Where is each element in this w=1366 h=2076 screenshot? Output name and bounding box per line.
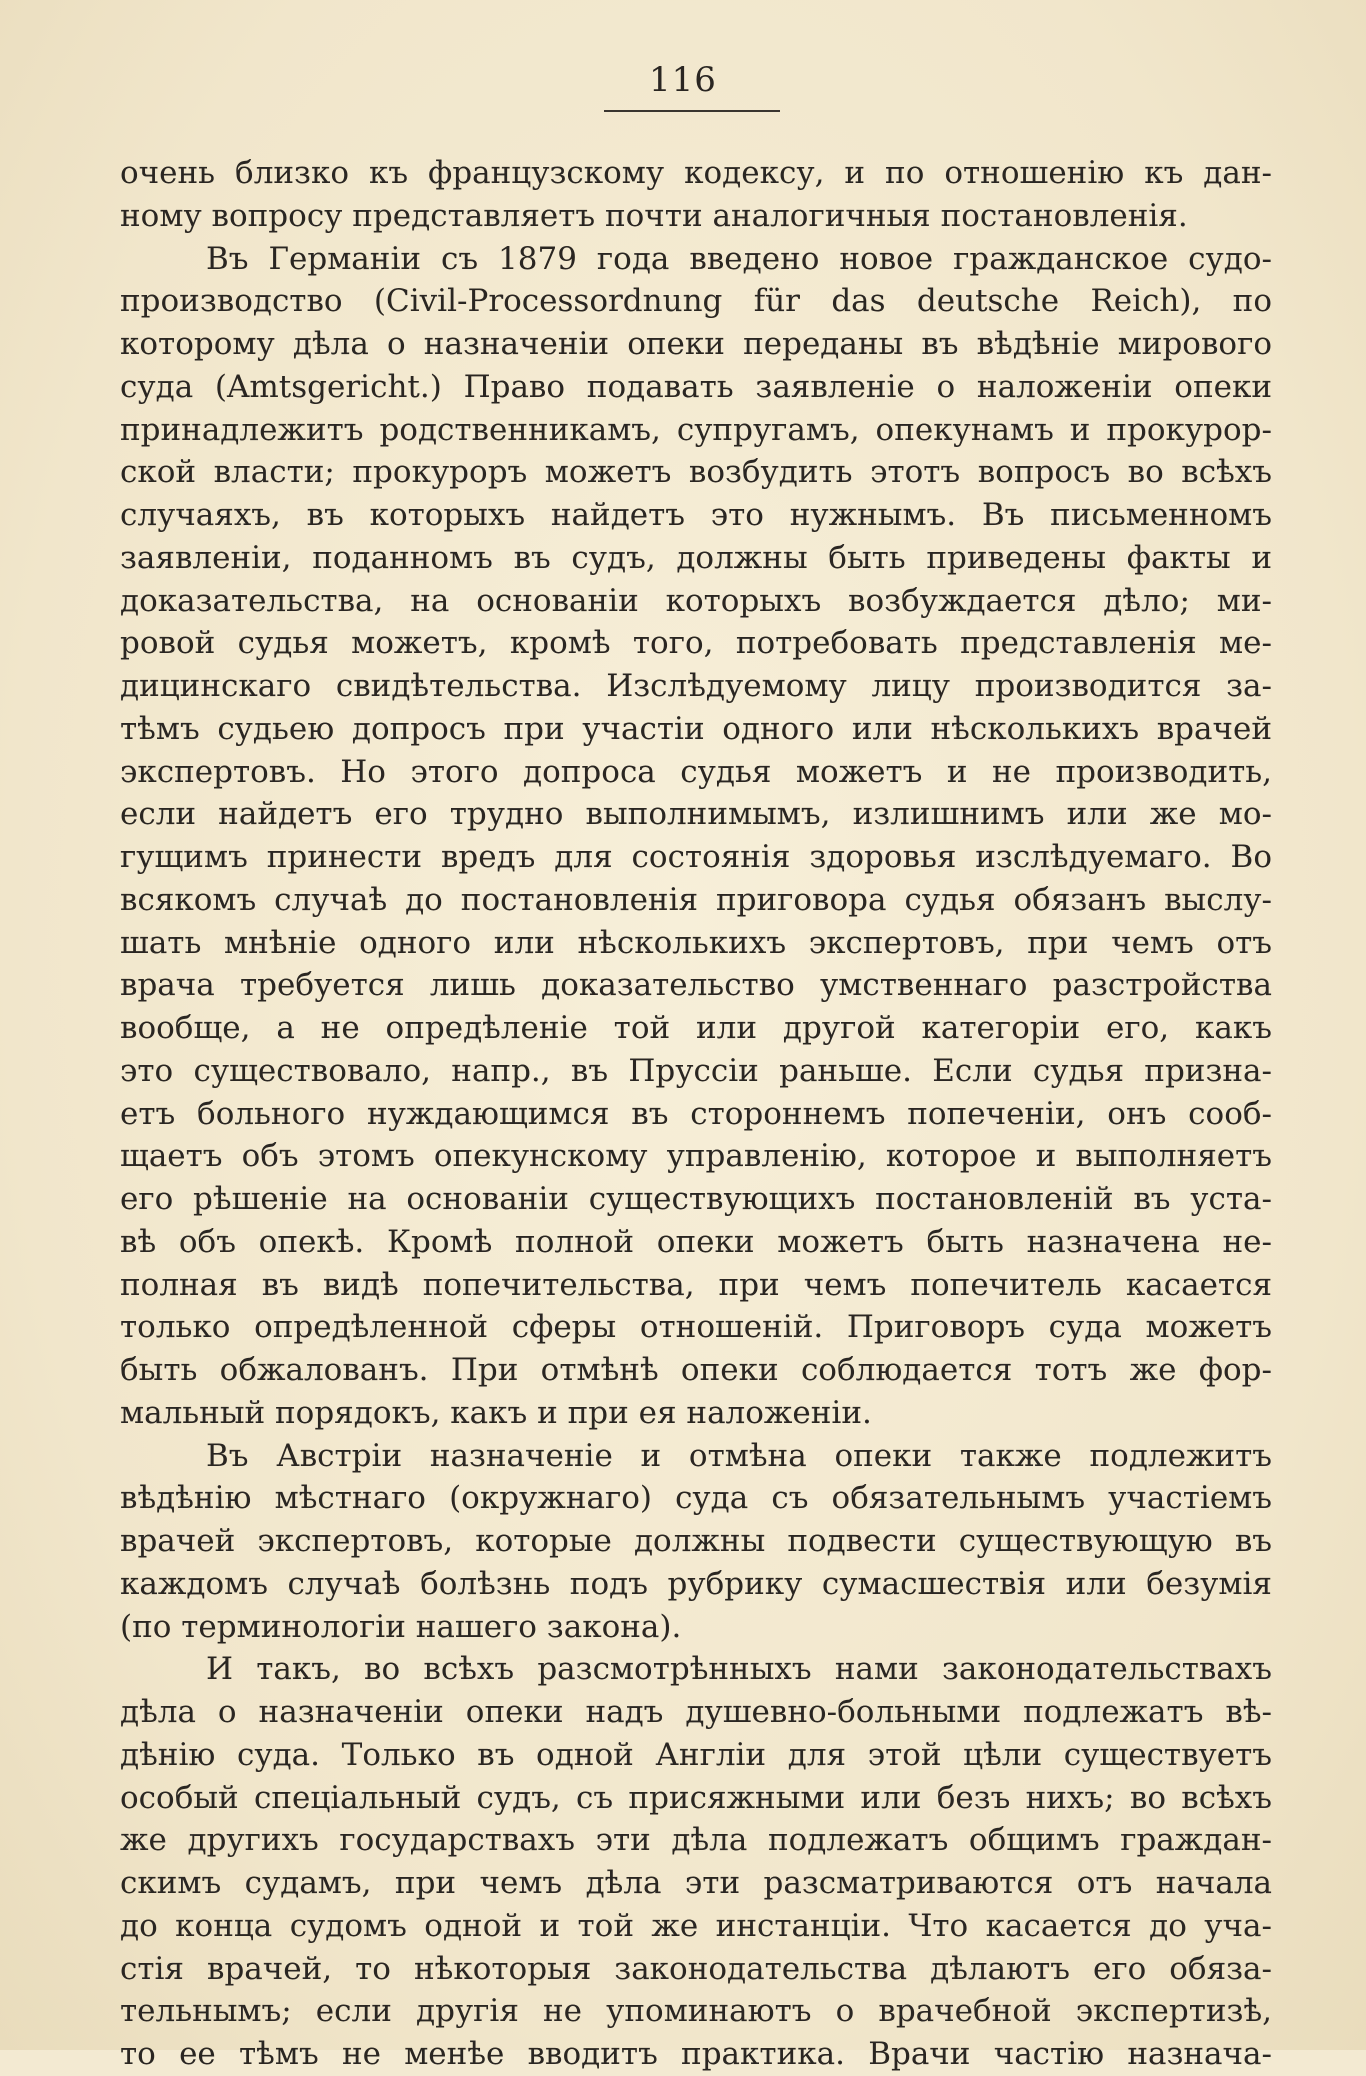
text-line: ровой судья можетъ, кромѣ того, потребовать представленія ме- [120, 625, 1272, 662]
text-line: доказательства, на основаніи которыхъ возбуждается дѣло; ми- [120, 582, 1272, 619]
text-line: дицинскаго свидѣтельства. Изслѣдуемому лицу производится за- [120, 668, 1272, 704]
text-line: быть обжалованъ. При отмѣнѣ опеки соблюдается тотъ же фор- [120, 1352, 1272, 1388]
text-line: очень близко къ французскому кодексу, и по отношенію къ дан- [120, 155, 1272, 191]
text-line: врача требуется лишь доказательство умственнаго разстройства [120, 967, 1272, 1004]
text-line: производство (Civil-Processordnung für das deutsche Reich), по [120, 283, 1272, 320]
text-line: Въ Австріи назначеніе и отмѣна опеки также подлежитъ [206, 1437, 1272, 1474]
text-line: это существовало, напр., въ Пруссіи раньше. Если судья призна- [120, 1052, 1272, 1089]
text-line: врачей экспертовъ, которые должны подвести существующую въ [120, 1523, 1272, 1559]
text-line: ской власти; прокуроръ можетъ возбудить этотъ вопросъ во всѣхъ [120, 454, 1272, 491]
text-line: вообще, а не опредѣленіе той или другой категоріи его, какъ [120, 1010, 1272, 1046]
text-line: особый спеціальный судъ, съ присяжными или безъ нихъ; во всѣхъ [120, 1779, 1272, 1816]
text-line: щаетъ объ этомъ опекунскому управленію, которое и выполняетъ [120, 1138, 1272, 1175]
text-line: то ее тѣмъ не менѣе вводитъ практика. Врачи частію назнача- [120, 2036, 1272, 2072]
text-line: И такъ, во всѣхъ разсмотрѣнныхъ нами законодательствахъ [206, 1651, 1272, 1688]
text-line: же другихъ государствахъ эти дѣла подлежатъ общимъ граждан- [120, 1822, 1272, 1859]
text-line: (по терминологіи нашего закона). [120, 1608, 682, 1645]
text-line: которому дѣла о назначеніи опеки переданы въ вѣдѣніе мирового [120, 326, 1272, 362]
text-line: ному вопросу представляетъ почти аналогичныя постановленія. [120, 197, 1188, 234]
text-line: только опредѣленной сферы отношеній. Приговоръ суда можетъ [120, 1309, 1272, 1346]
text-line: Въ Германіи съ 1879 года введено новое гражданское судо- [206, 240, 1272, 277]
text-line: тѣмъ судьею допросъ при участіи одного или нѣсколькихъ врачей [120, 710, 1272, 747]
text-line: если найдетъ его трудно выполнимымъ, излишнимъ или же мо- [120, 796, 1272, 833]
page-number: 116 [649, 60, 717, 100]
text-line: мальный порядокъ, какъ и при ея наложеніи. [120, 1394, 872, 1431]
text-line: скимъ судамъ, при чемъ дѣла эти разсматриваются отъ начала [120, 1865, 1272, 1901]
text-line: тельнымъ; если другія не упоминаютъ о врачебной экспертизѣ, [120, 1993, 1272, 2030]
text-line: каждомъ случаѣ болѣзнь подъ рубрику сумасшествія или безумія [120, 1565, 1272, 1602]
text-line: принадлежитъ родственникамъ, супругамъ, опекунамъ и прокурор- [120, 411, 1272, 448]
text-line: дѣнію суда. Только въ одной Англіи для этой цѣли существуетъ [120, 1736, 1272, 1773]
text-line: заявленіи, поданномъ въ судъ, должны быть приведены факты и [120, 539, 1272, 576]
body-text [120, 152, 1272, 2076]
text-line: шать мнѣніе одного или нѣсколькихъ экспертовъ, при чемъ отъ [120, 924, 1272, 961]
header-rule [604, 110, 780, 112]
text-line: гущимъ принести вредъ для состоянія здоровья изслѣдуемаго. Во [120, 839, 1272, 875]
text-line: суда (Amtsgericht.) Право подавать заявленіе о наложеніи опеки [120, 368, 1272, 405]
text-line: вѣ объ опекѣ. Кромѣ полной опеки можетъ быть назначена не- [120, 1223, 1272, 1260]
text-line: случаяхъ, въ которыхъ найдетъ это нужнымъ. Въ письменномъ [120, 497, 1272, 533]
text-line: дѣла о назначеніи опеки надъ душевно-больными подлежатъ вѣ- [120, 1694, 1272, 1730]
text-line: стія врачей, то нѣкоторыя законодательства дѣлаютъ его обяза- [120, 1950, 1272, 1987]
text-line: вѣдѣнію мѣстнаго (окружнаго) суда съ обязательнымъ участіемъ [120, 1480, 1272, 1517]
text-line: его рѣшеніе на основаніи существующихъ постановленій въ уста- [120, 1181, 1272, 1217]
text-line: полная въ видѣ попечительства, при чемъ попечитель касается [120, 1266, 1272, 1303]
text-line: етъ больного нуждающимся въ стороннемъ попеченіи, онъ сооб- [120, 1095, 1272, 1132]
text-line: всякомъ случаѣ до постановленія приговора судья обязанъ выслу- [120, 881, 1272, 918]
text-line: до конца судомъ одной и той же инстанціи. Что касается до уча- [120, 1907, 1272, 1944]
text-line: экспертовъ. Но этого допроса судья можетъ и не производить, [120, 753, 1272, 790]
